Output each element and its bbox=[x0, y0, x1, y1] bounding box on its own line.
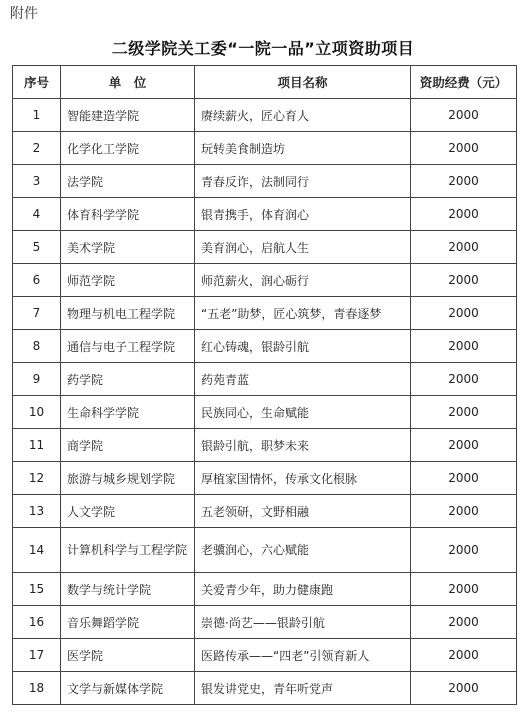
table-header-row bbox=[13, 66, 517, 99]
row-index: 10 bbox=[13, 396, 61, 429]
row-funding: 2000 bbox=[411, 132, 517, 165]
row-funding: 2000 bbox=[411, 99, 517, 132]
row-funding: 2000 bbox=[411, 198, 517, 231]
table-row bbox=[13, 429, 517, 462]
row-index: 4 bbox=[13, 198, 61, 231]
row-index: 15 bbox=[13, 573, 61, 606]
table-row bbox=[13, 606, 517, 639]
funding-table bbox=[12, 65, 517, 705]
row-index: 5 bbox=[13, 231, 61, 264]
table-row bbox=[13, 99, 517, 132]
row-funding: 2000 bbox=[411, 573, 517, 606]
row-unit: 音乐舞蹈学院 bbox=[61, 606, 195, 639]
row-index: 9 bbox=[13, 363, 61, 396]
row-funding: 2000 bbox=[411, 330, 517, 363]
row-unit: 智能建造学院 bbox=[61, 99, 195, 132]
header-unit: 单 位 bbox=[61, 66, 195, 99]
row-project: 民族同心，生命赋能 bbox=[195, 396, 411, 429]
row-index: 2 bbox=[13, 132, 61, 165]
table-row bbox=[13, 639, 517, 672]
row-funding: 2000 bbox=[411, 495, 517, 528]
table-row bbox=[13, 132, 517, 165]
table-row bbox=[13, 297, 517, 330]
row-unit: 美术学院 bbox=[61, 231, 195, 264]
row-funding: 2000 bbox=[411, 672, 517, 705]
row-unit: 物理与机电工程学院 bbox=[61, 297, 195, 330]
row-index: 7 bbox=[13, 297, 61, 330]
row-unit: 化学化工学院 bbox=[61, 132, 195, 165]
row-project: 五老领研，文野相融 bbox=[195, 495, 411, 528]
header-project: 项目名称 bbox=[195, 66, 411, 99]
row-index: 16 bbox=[13, 606, 61, 639]
row-unit: 数学与统计学院 bbox=[61, 573, 195, 606]
row-funding: 2000 bbox=[411, 606, 517, 639]
row-index: 12 bbox=[13, 462, 61, 495]
row-unit: 通信与电子工程学院 bbox=[61, 330, 195, 363]
row-project: 老骥润心，六心赋能 bbox=[195, 528, 411, 573]
row-project: 关爱青少年，助力健康跑 bbox=[195, 573, 411, 606]
row-unit: 商学院 bbox=[61, 429, 195, 462]
row-project: 银青携手，体育润心 bbox=[195, 198, 411, 231]
row-funding: 2000 bbox=[411, 528, 517, 573]
row-project: 赓续薪火，匠心育人 bbox=[195, 99, 411, 132]
row-project: 医路传承——“四老”引领育新人 bbox=[195, 639, 411, 672]
row-index: 11 bbox=[13, 429, 61, 462]
row-index: 8 bbox=[13, 330, 61, 363]
row-index: 18 bbox=[13, 672, 61, 705]
row-project: 崇德·尚艺——银龄引航 bbox=[195, 606, 411, 639]
row-project: “五老”助梦，匠心筑梦，青春逐梦 bbox=[195, 297, 411, 330]
row-funding: 2000 bbox=[411, 231, 517, 264]
table-row bbox=[13, 573, 517, 606]
row-funding: 2000 bbox=[411, 165, 517, 198]
row-project: 玩转美食制造坊 bbox=[195, 132, 411, 165]
row-funding: 2000 bbox=[411, 297, 517, 330]
row-index: 6 bbox=[13, 264, 61, 297]
table-row bbox=[13, 363, 517, 396]
row-unit: 师范学院 bbox=[61, 264, 195, 297]
row-funding: 2000 bbox=[411, 396, 517, 429]
row-project: 厚植家国情怀，传承文化根脉 bbox=[195, 462, 411, 495]
annex-label: 附件 bbox=[10, 6, 38, 22]
table-row bbox=[13, 198, 517, 231]
page-title: 二级学院关工委“一院一品”立项资助项目 bbox=[111, 39, 415, 58]
row-funding: 2000 bbox=[411, 264, 517, 297]
row-project: 药苑青蓝 bbox=[195, 363, 411, 396]
table-row bbox=[13, 231, 517, 264]
row-project: 银龄引航，职梦未来 bbox=[195, 429, 411, 462]
row-index: 17 bbox=[13, 639, 61, 672]
table-row bbox=[13, 462, 517, 495]
row-index: 14 bbox=[13, 528, 61, 573]
row-project: 红心铸魂，银龄引航 bbox=[195, 330, 411, 363]
row-index: 3 bbox=[13, 165, 61, 198]
header-funding: 资助经费（元） bbox=[411, 66, 517, 99]
row-project: 师范薪火，润心砺行 bbox=[195, 264, 411, 297]
table-row bbox=[13, 672, 517, 705]
row-unit: 药学院 bbox=[61, 363, 195, 396]
table-row bbox=[13, 396, 517, 429]
row-unit: 旅游与城乡规划学院 bbox=[61, 462, 195, 495]
row-index: 1 bbox=[13, 99, 61, 132]
table-row bbox=[13, 330, 517, 363]
header-index: 序号 bbox=[13, 66, 61, 99]
row-unit: 文学与新媒体学院 bbox=[61, 672, 195, 705]
row-funding: 2000 bbox=[411, 462, 517, 495]
row-unit: 体育科学学院 bbox=[61, 198, 195, 231]
table-row bbox=[13, 528, 517, 573]
row-funding: 2000 bbox=[411, 363, 517, 396]
table-row bbox=[13, 165, 517, 198]
row-project: 银发讲党史，青年听党声 bbox=[195, 672, 411, 705]
row-funding: 2000 bbox=[411, 429, 517, 462]
table-row bbox=[13, 264, 517, 297]
row-unit: 医学院 bbox=[61, 639, 195, 672]
row-index: 13 bbox=[13, 495, 61, 528]
row-project: 美育润心，启航人生 bbox=[195, 231, 411, 264]
row-funding: 2000 bbox=[411, 639, 517, 672]
row-unit: 法学院 bbox=[61, 165, 195, 198]
row-unit: 计算机科学与工程学院 bbox=[61, 528, 195, 573]
table-row bbox=[13, 495, 517, 528]
row-unit: 人文学院 bbox=[61, 495, 195, 528]
row-unit: 生命科学学院 bbox=[61, 396, 195, 429]
row-project: 青春反诈，法制同行 bbox=[195, 165, 411, 198]
